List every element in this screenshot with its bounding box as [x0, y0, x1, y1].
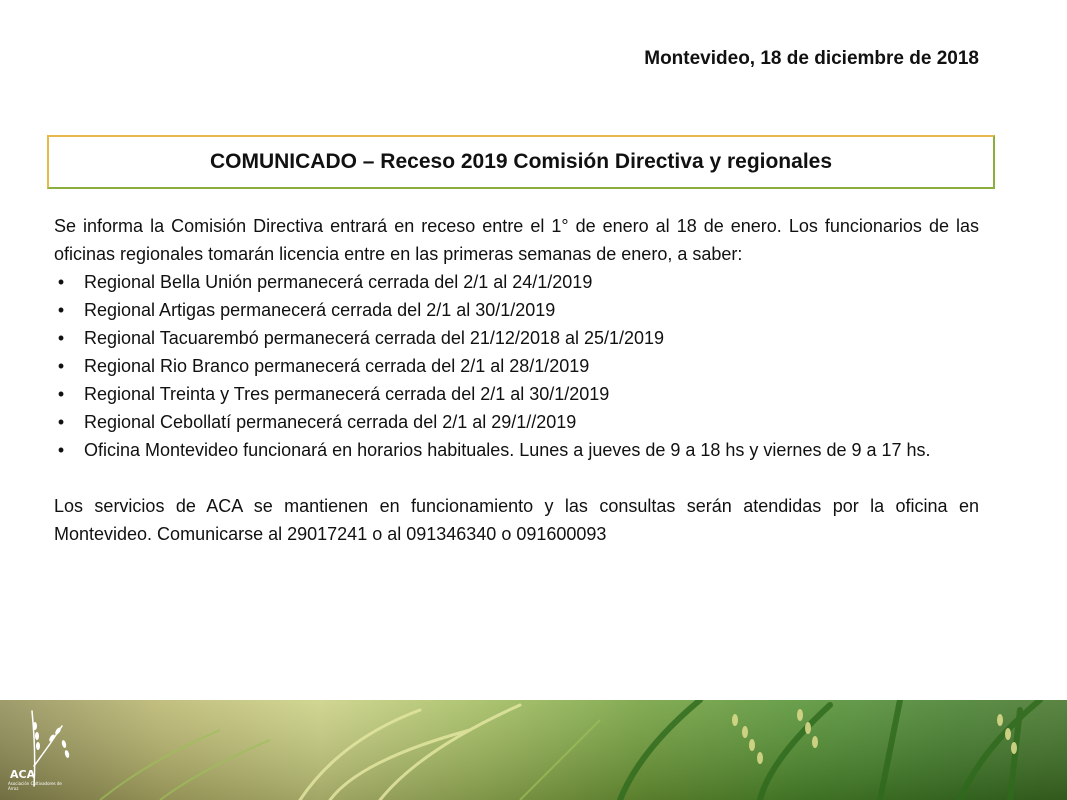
list-item: [54, 436, 979, 464]
bullet-icon: •: [57, 440, 65, 460]
bullet-icon: •: [57, 300, 65, 320]
bullet-icon: •: [57, 356, 65, 376]
intro-paragraph: Se informa la Comisión Directiva entrará en receso entre el 1° de enero al 18 de enero. Los funcionarios de las oficinas regionales tomarán licencia entre en las primeras semanas de enero, a saber:: [54, 216, 979, 264]
bullet-icon: •: [57, 328, 65, 348]
list-item-text: Regional Rio Branco permanecerá cerrada del 2/1 al 28/1/2019: [84, 356, 590, 376]
document-date: Montevideo, 18 de diciembre de 2018: [644, 48, 979, 69]
list-item-text: Regional Bella Unión permanecerá cerrada del 2/1 al 24/1/2019: [84, 272, 593, 292]
bullet-list: [54, 268, 979, 464]
list-item-text: Regional Artigas permanecerá cerrada del 2/1 al 30/1/2019: [84, 300, 556, 320]
list-item-text: Regional Cebollatí permanecerá cerrada del 2/1 al 29/1//2019: [84, 412, 577, 432]
list-item: [54, 380, 979, 408]
logo-subtitle: Asociación Cultivadores de Arroz: [8, 781, 62, 791]
list-item: [54, 352, 979, 380]
bullet-icon: •: [57, 412, 65, 432]
logo-name: ACA: [10, 768, 36, 781]
list-item-text: Regional Treinta y Tres permanecerá cerrada del 2/1 al 30/1/2019: [84, 384, 610, 404]
closing-paragraph: Los servicios de ACA se mantienen en funcionamiento y las consultas serán atendidas por la oficina en Montevideo. Comunicarse al 29017241 o al 091346340 o 091600093: [54, 496, 979, 544]
document-body: [54, 212, 979, 548]
rice-plants-illustration: [0, 700, 1067, 800]
bullet-icon: •: [57, 272, 65, 292]
title-box: [47, 135, 995, 189]
document-title: COMUNICADO – Receso 2019 Comisión Directiva y regionales: [209, 150, 833, 173]
list-item: [54, 296, 979, 324]
list-item: [54, 408, 979, 436]
list-item: [54, 268, 979, 296]
bullet-icon: •: [57, 384, 65, 404]
list-item-text: Oficina Montevideo funcionará en horarios habituales. Lunes a jueves de 9 a 18 hs y viernes de 9 a 17 hs.: [84, 440, 931, 460]
rice-field-banner: [0, 700, 1067, 800]
list-item-text: Regional Tacuarembó permanecerá cerrada del 21/12/2018 al 25/1/2019: [84, 328, 665, 348]
list-item: [54, 324, 979, 352]
